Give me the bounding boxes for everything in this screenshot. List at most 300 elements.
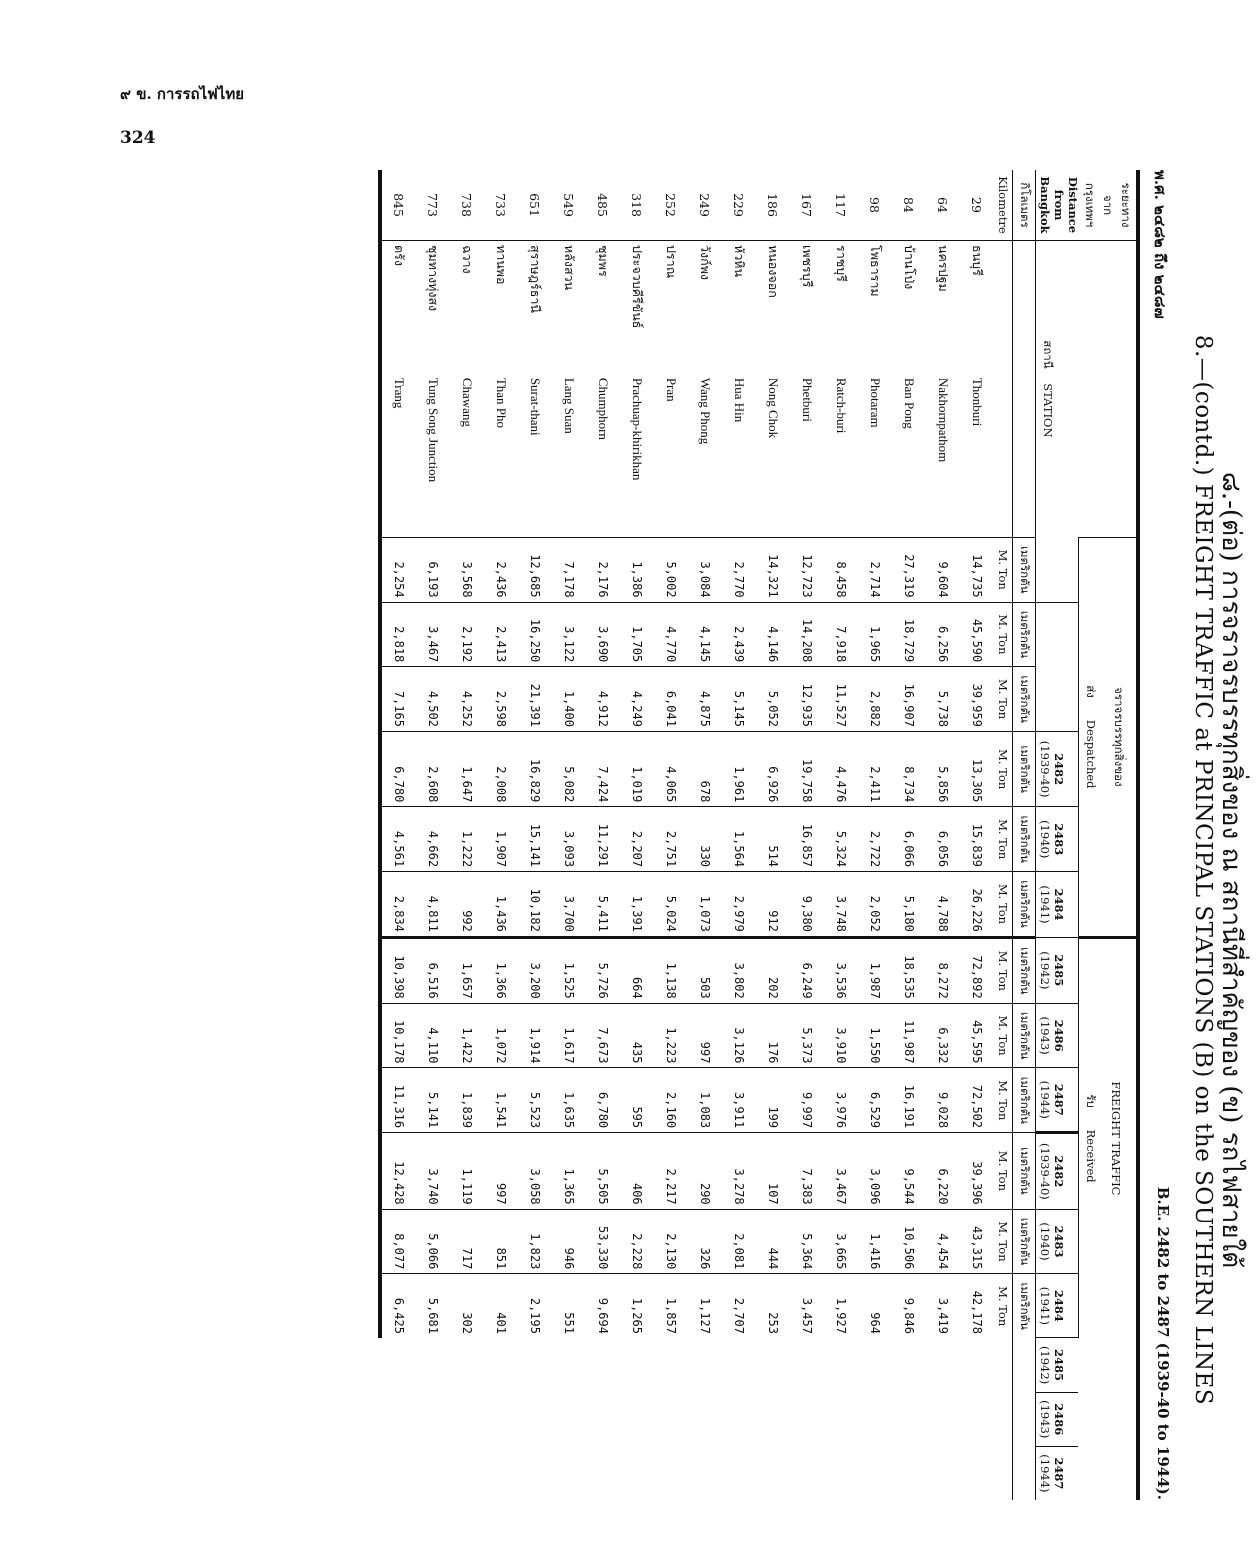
despatched-value: 2,770 — [722, 537, 756, 602]
despatched-value: 2,882 — [858, 667, 892, 732]
despatched-value: 13,305 — [960, 731, 994, 806]
distance-km: 186 — [765, 193, 781, 217]
table-row — [586, 170, 620, 1500]
year-ad: (1943) — [1038, 1400, 1052, 1439]
station-name-english: Trang — [380, 374, 416, 538]
received-value: 3,278 — [722, 1133, 756, 1210]
distance-km: 167 — [799, 193, 815, 217]
unit-thai: เมตริกตัน — [1013, 807, 1036, 872]
received-value: 1,416 — [858, 1209, 892, 1274]
received-value: 1,365 — [552, 1133, 586, 1210]
received-value: 1,839 — [450, 1068, 484, 1133]
station-name-english: Chumphorn — [596, 377, 611, 440]
received-value: 43,315 — [960, 1209, 994, 1274]
received-value: 717 — [450, 1209, 484, 1274]
despatched-value: 3,748 — [824, 872, 858, 938]
received-value: 5,364 — [790, 1209, 824, 1274]
despatched-value: 4,912 — [586, 667, 620, 732]
despatched-value: 2,411 — [858, 731, 892, 806]
despatched-value: 2,008 — [484, 731, 518, 806]
distance-km: 549 — [561, 193, 577, 217]
received-year-header — [1036, 1133, 1079, 1210]
despatched-value: 12,685 — [518, 537, 552, 602]
station-name-english: Surat-thani — [528, 377, 543, 436]
station-name-english: Wang Phong — [698, 377, 713, 445]
year-ad: (1940) — [1038, 1222, 1052, 1261]
despatched-value: 16,250 — [518, 602, 552, 667]
table-row — [620, 170, 654, 1500]
station-name-thai: ธนบุรี — [960, 241, 994, 374]
table-row — [858, 170, 892, 1500]
despatched-value: 1,705 — [620, 602, 654, 667]
received-value: 551 — [552, 1274, 586, 1338]
despatched-value: 39,959 — [960, 667, 994, 732]
received-value: 12,428 — [380, 1133, 416, 1210]
despatched-value: 2,714 — [858, 537, 892, 602]
despatched-value: 8,458 — [824, 537, 858, 602]
despatched-value: 514 — [756, 807, 790, 872]
despatched-value: 1,391 — [620, 872, 654, 938]
despatched-value: 10,182 — [518, 872, 552, 938]
received-value: 3,419 — [926, 1274, 960, 1338]
despatched-value: 12,935 — [790, 667, 824, 732]
station-name-thai: โพธาราม — [858, 241, 892, 374]
received-value: 1,914 — [518, 1003, 552, 1068]
distance-header-thai: ระยะทาง จาก กรุงเทพฯ — [1083, 182, 1133, 228]
despatched-value: 1,386 — [620, 537, 654, 602]
despatched-value: 2,608 — [416, 731, 450, 806]
despatched-value: 6,193 — [416, 537, 450, 602]
despatched-value: 2,439 — [722, 602, 756, 667]
despatched-value: 11,527 — [824, 667, 858, 732]
received-year-header — [1036, 1392, 1079, 1446]
received-value: 1,083 — [688, 1068, 722, 1133]
despatched-value: 6,780 — [380, 731, 416, 806]
despatched-value: 330 — [688, 807, 722, 872]
station-name-english: Thonburi — [970, 377, 985, 427]
received-year-header — [1036, 1446, 1079, 1500]
despatched-year-header — [1036, 1068, 1079, 1133]
received-value: 964 — [858, 1274, 892, 1338]
received-year-header — [1036, 1209, 1079, 1274]
received-value: 5,373 — [790, 1003, 824, 1068]
period-thai: พ.ศ. ๒๔๘๒ ถึง ๒๔๘๗ — [1151, 170, 1169, 319]
station-name-english: Nong Chok — [766, 377, 781, 439]
despatched-value: 2,207 — [620, 807, 654, 872]
year-be: 2482 — [1052, 753, 1066, 786]
received-value: 3,457 — [790, 1274, 824, 1338]
received-value: 1,857 — [654, 1274, 688, 1338]
despatched-value: 2,052 — [858, 872, 892, 938]
received-value: 176 — [756, 1003, 790, 1068]
year-ad: (1942) — [1038, 1345, 1052, 1385]
unit-km-thai: กิโลเมตร — [1018, 182, 1032, 228]
table-row — [518, 170, 552, 1500]
despatched-value: 2,176 — [586, 537, 620, 602]
station-name-english: Photaram — [868, 377, 883, 428]
distance-km: 485 — [595, 193, 611, 217]
year-ad: (1943) — [1038, 1016, 1052, 1055]
page-number: 324 — [120, 128, 156, 148]
received-value: 8,077 — [380, 1209, 416, 1274]
station-name-english: Ban Pong — [902, 377, 917, 429]
station-name-thai: ชุมทางทุ่งสง — [416, 241, 450, 374]
received-value: 1,617 — [552, 1003, 586, 1068]
received-value: 9,997 — [790, 1068, 824, 1133]
year-ad: (1941) — [1038, 1286, 1052, 1326]
despatched-value: 14,321 — [756, 537, 790, 602]
unit-thai: เมตริกตัน — [1013, 1274, 1036, 1338]
received-value: 10,506 — [892, 1209, 926, 1274]
unit-thai: เมตริกตัน — [1013, 937, 1036, 1003]
received-value: 2,228 — [620, 1209, 654, 1274]
despatched-value: 7,918 — [824, 602, 858, 667]
received-value: 406 — [620, 1133, 654, 1210]
unit-thai: เมตริกตัน — [1013, 667, 1036, 732]
received-value: 946 — [552, 1209, 586, 1274]
station-name-english: Lang Suan — [562, 377, 577, 434]
received-value: 5,523 — [518, 1068, 552, 1133]
received-value: 3,467 — [824, 1133, 858, 1210]
table-row — [790, 170, 824, 1500]
table-row — [722, 170, 756, 1500]
freight-thai-header: จราจรบรรทุกสิ่งของ — [1107, 537, 1138, 937]
despatched-value: 2,751 — [654, 807, 688, 872]
received-value: 4,110 — [416, 1003, 450, 1068]
station-name-thai: ทานพอ — [484, 241, 518, 374]
received-value: 1,525 — [552, 937, 586, 1003]
table-row — [380, 170, 416, 1500]
received-value: 5,681 — [416, 1274, 450, 1338]
year-be: 2487 — [1052, 1083, 1066, 1116]
despatched-value: 26,226 — [960, 872, 994, 938]
received-value: 6,220 — [926, 1133, 960, 1210]
despatched-value: 16,829 — [518, 731, 552, 806]
received-value: 6,332 — [926, 1003, 960, 1068]
despatched-value: 3,568 — [450, 537, 484, 602]
received-value: 1,635 — [552, 1068, 586, 1133]
received-header — [1078, 937, 1107, 1338]
despatched-value: 1,961 — [722, 731, 756, 806]
received-value: 8,272 — [926, 937, 960, 1003]
despatched-value: 1,564 — [722, 807, 756, 872]
despatched-value: 3,700 — [552, 872, 586, 938]
station-name-english: Ratch-buri — [834, 377, 849, 434]
station-name-english: Tung Song Junction — [426, 377, 441, 483]
despatched-english: Despatched — [1083, 719, 1098, 789]
despatched-value: 3,093 — [552, 807, 586, 872]
station-header — [1036, 241, 1139, 538]
distance-km: 318 — [629, 193, 645, 217]
year-ad: (1941) — [1038, 885, 1052, 924]
received-value: 444 — [756, 1209, 790, 1274]
table-title-english: 8.—(contd.) FREIGHT TRAFFIC at PRINCIPAL STATIONS (B) on the SOUTHERN LINES — [1190, 334, 1216, 1406]
received-value: 9,028 — [926, 1068, 960, 1133]
received-year-header — [1036, 1274, 1079, 1338]
unit-english: M. Ton — [994, 807, 1013, 872]
despatched-year-header — [1036, 807, 1079, 872]
received-value: 6,249 — [790, 937, 824, 1003]
received-value: 53,330 — [586, 1209, 620, 1274]
received-value: 5,066 — [416, 1209, 450, 1274]
year-be: 2484 — [1052, 888, 1066, 921]
distance-km: 252 — [663, 193, 679, 217]
unit-km-english: Kilometre — [996, 176, 1010, 234]
despatched-value: 1,436 — [484, 872, 518, 938]
station-name-thai: หลังสวน — [552, 241, 586, 374]
received-value: 2,081 — [722, 1209, 756, 1274]
station-name-english: Phetburi — [800, 377, 815, 422]
station-name-thai: ราชบุรี — [824, 241, 858, 374]
received-value: 1,987 — [858, 937, 892, 1003]
distance-km: 651 — [527, 193, 543, 217]
received-value: 1,550 — [858, 1003, 892, 1068]
table-row — [960, 170, 994, 1500]
distance-header-english: Distance from Bangkok — [1038, 176, 1080, 234]
distance-km: 98 — [867, 197, 883, 213]
despatched-value: 7,165 — [380, 667, 416, 732]
despatched-value: 992 — [450, 872, 484, 938]
despatched-value: 4,662 — [416, 807, 450, 872]
received-value: 3,976 — [824, 1068, 858, 1133]
received-value: 9,544 — [892, 1133, 926, 1210]
unit-english: M. Ton — [994, 1003, 1013, 1068]
despatched-value: 2,979 — [722, 872, 756, 938]
despatched-value: 1,073 — [688, 872, 722, 938]
year-be: 2482 — [1052, 1155, 1066, 1188]
received-value: 3,126 — [722, 1003, 756, 1068]
received-value: 595 — [620, 1068, 654, 1133]
received-value: 5,505 — [586, 1133, 620, 1210]
despatched-value: 1,400 — [552, 667, 586, 732]
despatched-value: 1,222 — [450, 807, 484, 872]
unit-thai: เมตริกตัน — [1013, 537, 1036, 602]
despatched-value: 5,145 — [722, 667, 756, 732]
despatched-value: 5,856 — [926, 731, 960, 806]
received-value: 3,096 — [858, 1133, 892, 1210]
despatched-value: 6,926 — [756, 731, 790, 806]
year-be: 2483 — [1052, 823, 1066, 856]
unit-thai: เมตริกตัน — [1013, 1003, 1036, 1068]
received-value: 3,802 — [722, 937, 756, 1003]
despatched-value: 15,839 — [960, 807, 994, 872]
received-value: 9,694 — [586, 1274, 620, 1338]
received-value: 39,396 — [960, 1133, 994, 1210]
despatched-value: 6,041 — [654, 667, 688, 732]
year-ad: (1939-40) — [1038, 740, 1052, 798]
unit-english: M. Ton — [994, 1209, 1013, 1274]
received-value: 45,595 — [960, 1003, 994, 1068]
received-value: 16,191 — [892, 1068, 926, 1133]
station-header-english: STATION — [1041, 383, 1055, 438]
received-value: 302 — [450, 1274, 484, 1338]
despatched-value: 16,857 — [790, 807, 824, 872]
despatched-value: 6,056 — [926, 807, 960, 872]
despatched-value: 6,066 — [892, 807, 926, 872]
received-value: 290 — [688, 1133, 722, 1210]
received-value: 72,502 — [960, 1068, 994, 1133]
received-value: 3,200 — [518, 937, 552, 1003]
received-value: 6,425 — [380, 1274, 416, 1338]
despatched-value: 9,380 — [790, 872, 824, 938]
unit-thai: เมตริกตัน — [1013, 1133, 1036, 1210]
despatched-value: 14,208 — [790, 602, 824, 667]
despatched-value: 2,818 — [380, 602, 416, 667]
despatched-value: 1,965 — [858, 602, 892, 667]
received-value: 72,892 — [960, 937, 994, 1003]
unit-thai: เมตริกตัน — [1013, 872, 1036, 938]
station-header-thai: สถานี — [1041, 340, 1055, 369]
received-value: 2,707 — [722, 1274, 756, 1338]
distance-header — [1036, 170, 1139, 241]
despatched-value: 5,324 — [824, 807, 858, 872]
despatched-value: 16,907 — [892, 667, 926, 732]
received-value: 1,138 — [654, 937, 688, 1003]
despatched-header — [1078, 537, 1107, 937]
despatched-value: 5,024 — [654, 872, 688, 938]
freight-table — [378, 170, 1140, 1500]
year-ad: (1940) — [1038, 820, 1052, 859]
despatched-value: 2,254 — [380, 537, 416, 602]
table-body — [380, 170, 994, 1500]
received-value: 253 — [756, 1274, 790, 1338]
despatched-value: 4,249 — [620, 667, 654, 732]
year-be: 2485 — [1052, 1349, 1066, 1382]
year-ad: (1939-40) — [1038, 1143, 1052, 1200]
station-name-english: Prachuap-khirikhan — [630, 377, 645, 481]
station-name-english: Nakhornpathom — [936, 377, 951, 463]
station-name-english: Chawang — [460, 377, 475, 427]
despatched-value: 7,178 — [552, 537, 586, 602]
despatched-value: 18,729 — [892, 602, 926, 667]
despatched-value: 912 — [756, 872, 790, 938]
despatched-value: 5,052 — [756, 667, 790, 732]
despatched-value: 4,811 — [416, 872, 450, 938]
unit-english: M. Ton — [994, 1068, 1013, 1133]
station-name-thai: หนองจอก — [756, 241, 790, 374]
despatched-value: 21,391 — [518, 667, 552, 732]
table-row — [484, 170, 518, 1500]
received-value: 3,665 — [824, 1209, 858, 1274]
distance-km: 84 — [901, 197, 917, 213]
despatched-value: 5,180 — [892, 872, 926, 938]
received-value: 1,223 — [654, 1003, 688, 1068]
despatched-value: 3,467 — [416, 602, 450, 667]
despatched-value: 2,413 — [484, 602, 518, 667]
received-value: 997 — [688, 1003, 722, 1068]
station-name-thai: ตรัง — [380, 241, 416, 374]
despatched-value: 1,907 — [484, 807, 518, 872]
received-value: 2,160 — [654, 1068, 688, 1133]
received-value: 1,127 — [688, 1274, 722, 1338]
year-be: 2486 — [1052, 1403, 1066, 1436]
received-value: 1,072 — [484, 1003, 518, 1068]
despatched-value: 2,722 — [858, 807, 892, 872]
distance-km: 229 — [731, 193, 747, 217]
distance-km: 738 — [459, 193, 475, 217]
freight-english-header: FREIGHT TRAFFIC — [1107, 937, 1138, 1338]
despatched-value: 12,723 — [790, 537, 824, 602]
distance-km: 249 — [697, 193, 713, 217]
despatched-value: 2,436 — [484, 537, 518, 602]
despatched-value: 15,141 — [518, 807, 552, 872]
received-value: 10,398 — [380, 937, 416, 1003]
despatched-value: 5,002 — [654, 537, 688, 602]
despatched-value: 19,758 — [790, 731, 824, 806]
received-value: 997 — [484, 1133, 518, 1210]
received-value: 11,987 — [892, 1003, 926, 1068]
year-be: 2486 — [1052, 1019, 1066, 1052]
unit-english: M. Ton — [994, 537, 1013, 602]
despatched-year-header — [1036, 731, 1079, 806]
despatched-value: 3,690 — [586, 602, 620, 667]
received-value: 18,535 — [892, 937, 926, 1003]
despatched-value: 8,734 — [892, 731, 926, 806]
received-value: 326 — [688, 1209, 722, 1274]
despatched-value: 4,252 — [450, 667, 484, 732]
received-english: Received — [1083, 1129, 1098, 1183]
despatched-year-header — [1036, 937, 1079, 1003]
despatched-value: 5,082 — [552, 731, 586, 806]
received-value: 503 — [688, 937, 722, 1003]
despatched-value: 11,291 — [586, 807, 620, 872]
table-row — [450, 170, 484, 1500]
despatched-thai: ส่ง — [1083, 685, 1098, 698]
despatched-value: 678 — [688, 731, 722, 806]
received-value: 3,536 — [824, 937, 858, 1003]
received-value: 2,217 — [654, 1133, 688, 1210]
station-name-thai: สุราษฎร์ธานี — [518, 241, 552, 374]
unit-english: M. Ton — [994, 667, 1013, 732]
unit-thai: เมตริกตัน — [1013, 1209, 1036, 1274]
received-value: 10,178 — [380, 1003, 416, 1068]
received-year-header — [1036, 1338, 1079, 1392]
year-ad: (1942) — [1038, 951, 1052, 990]
table-row — [654, 170, 688, 1500]
table-row — [756, 170, 790, 1500]
unit-english: M. Ton — [994, 872, 1013, 938]
despatched-value: 4,770 — [654, 602, 688, 667]
received-value: 7,383 — [790, 1133, 824, 1210]
despatched-value: 1,647 — [450, 731, 484, 806]
year-be: 2485 — [1052, 954, 1066, 987]
received-value: 9,846 — [892, 1274, 926, 1338]
despatched-value: 4,875 — [688, 667, 722, 732]
received-value: 851 — [484, 1209, 518, 1274]
received-value: 107 — [756, 1133, 790, 1210]
received-value: 6,516 — [416, 937, 450, 1003]
table-row — [416, 170, 450, 1500]
table-row — [926, 170, 960, 1500]
despatched-value: 4,145 — [688, 602, 722, 667]
received-value: 1,422 — [450, 1003, 484, 1068]
received-value: 1,265 — [620, 1274, 654, 1338]
unit-english: M. Ton — [994, 1133, 1013, 1210]
received-value: 1,541 — [484, 1068, 518, 1133]
despatched-value: 45,590 — [960, 602, 994, 667]
table-row — [688, 170, 722, 1500]
year-ad: (1944) — [1038, 1080, 1052, 1119]
unit-english: M. Ton — [994, 602, 1013, 667]
station-name-thai: บ้านโป่ง — [892, 241, 926, 374]
distance-km: 64 — [935, 197, 951, 213]
received-value: 1,927 — [824, 1274, 858, 1338]
unit-thai: เมตริกตัน — [1013, 731, 1036, 806]
despatched-value: 27,319 — [892, 537, 926, 602]
received-value: 401 — [484, 1274, 518, 1338]
table-row — [552, 170, 586, 1500]
station-name-thai: ปราณ — [654, 241, 688, 374]
